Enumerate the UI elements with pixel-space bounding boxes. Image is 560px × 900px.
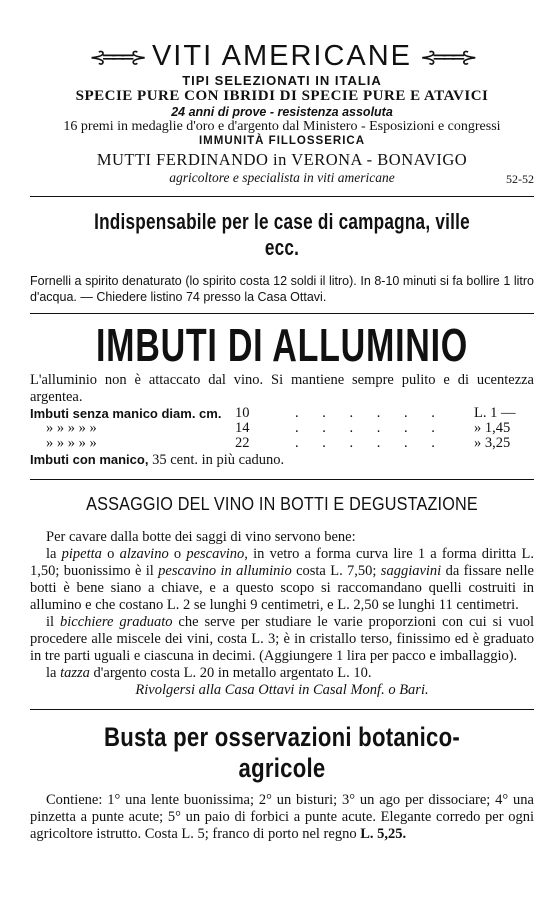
table-row — [30, 406, 534, 421]
imbuti-text: L'alluminio non è attaccato dal vino. Si mantiene sempre pulito e di ucentezza argentea. — [30, 372, 534, 405]
imbuti-price-table — [30, 406, 534, 469]
text-run: da fissare nelle botti è bene siano a chiave, e a questo scopo si raccomandano quelli costruiti in allumino e che costano L. 2 se lunghi 9 centimetri, e L. 2,50 se lunghi 11 centimetri. — [30, 563, 534, 613]
row-label: » » » » » — [46, 420, 97, 436]
row-dots: . . . . . . — [295, 405, 445, 421]
term-pipetta: pipetta — [61, 546, 102, 562]
term-pescavino: pescavino, — [186, 546, 248, 562]
term-alzavino: alzavino — [119, 546, 169, 562]
busta-ad — [30, 710, 534, 843]
term-tazza: tazza — [60, 665, 90, 681]
fornelli-ad — [30, 197, 534, 305]
imbuti-footer-rest: 35 cent. in più caduno. — [152, 452, 285, 468]
viti-ad-number: 52-52 — [506, 172, 534, 186]
text-run: o — [101, 546, 120, 562]
term-saggiavini: saggiavini — [380, 563, 442, 579]
fornelli-title: Indispensabile per le case di campagna, ville ecc. — [94, 209, 470, 260]
row-label: » » » » » — [46, 435, 97, 451]
viti-line-prove: 24 anni di prove - resistenza assoluta — [171, 105, 393, 119]
row-dots: . . . . . . — [295, 435, 445, 451]
viti-line-species: SPECIE PURE CON IBRIDI DI SPECIE PURE E ATAVICI — [75, 88, 489, 104]
right-ornament-icon: ⊰═══⊱ — [420, 44, 475, 69]
assaggio-rivolgersi — [30, 682, 534, 699]
row-price: L. 1 — — [474, 405, 516, 421]
text-run: o — [168, 546, 187, 562]
left-ornament-icon: ⊰═══⊱ — [89, 44, 144, 69]
assaggio-paragraph-bicchiere — [30, 614, 534, 665]
assaggio-paragraph-pipetta — [30, 546, 534, 614]
text-run: Contiene: 1° una lente buonissima; 2° un bisturi; 3° un ago per dissociare; 4° una pinzetta a punte acute; 5° un paio di forbici a punte acute. Elegante corredo per ogni agricoltore istrutto. Costa L. 5; franco di porto nel regno — [30, 792, 534, 842]
viti-title-row — [30, 40, 534, 73]
busta-title: Busta per osservazioni botanico-agricole — [103, 722, 461, 783]
assaggio-intro: Per cavare dalla botte dei saggi di vino servono bene: — [46, 529, 356, 545]
term-pescavino-alluminio: pescavino in alluminio — [158, 563, 292, 579]
imbuti-ad — [30, 314, 534, 469]
text-run: in vetro a forma curva lire 1 a forma diritta L. 1,50; buonissimo è il — [30, 546, 535, 579]
busta-text — [30, 792, 534, 843]
text-run: costa L. 7,50; — [291, 563, 381, 579]
row-size: 10 — [235, 405, 250, 421]
row-price: » 1,45 — [474, 420, 511, 436]
row-price: » 3,25 — [474, 435, 511, 451]
viti-americane-ad — [30, 40, 534, 186]
row-label: Imbuti senza manico diam. cm. — [30, 406, 222, 421]
viti-subtitle: TIPI SELEZIONATI IN ITALIA — [182, 73, 382, 88]
text-run: d'argento costa L. 20 in metallo argentato L. 10. — [89, 665, 372, 681]
row-size: 22 — [235, 435, 250, 451]
row-size: 14 — [235, 420, 250, 436]
assaggio-ad — [30, 480, 534, 699]
imbuti-footer — [30, 451, 534, 469]
rivolgersi-text: Rivolgersi alla Casa Ottavi in Casal Monf. o Bari. — [135, 682, 429, 698]
fornelli-text: Fornelli a spirito denaturato (lo spirito costa 12 soldi il litro). In 8-10 minuti si fa bollire 1 litro d'acqua. — Chiedere listino 74 presso la Casa Ottavi. — [30, 274, 534, 304]
viti-vendor-role-row — [30, 170, 534, 186]
viti-vendor-role: agricoltore e specialista in viti americane — [169, 170, 395, 185]
assaggio-title: ASSAGGIO DEL VINO IN BOTTI E DEGUSTAZIONE — [86, 494, 478, 514]
text-run: la — [46, 546, 62, 562]
term-bicchiere: bicchiere graduato — [59, 614, 173, 630]
text-run: che serve per studiare le varie proporzioni con cui si vuol procedere alle miscele dei vini, costa L. 3; è in cristallo terso, finissimo ed è graduato in tre parti uguali e ciascuna in decimi. (Aggiungere 1 lira per pacco e imballaggio). — [30, 614, 535, 664]
viti-vendor-name: MUTTI FERDINANDO in VERONA - BONAVIGO — [96, 150, 468, 169]
busta-price-bold: L. 5,25. — [360, 826, 407, 842]
table-row — [30, 421, 534, 436]
imbuti-footer-bold: Imbuti con manico, — [30, 452, 149, 467]
assaggio-paragraph-tazza — [30, 665, 534, 682]
viti-line-immunita: IMMUNITÀ FILLOSSERICA — [198, 135, 366, 147]
viti-line-premi: 16 premi in medaglie d'oro e d'argento dal Ministero - Esposizioni e congressi — [63, 119, 501, 134]
text-run: la — [46, 665, 61, 681]
row-dots: . . . . . . — [295, 420, 445, 436]
viti-title: VITI AMERICANE — [151, 40, 413, 72]
table-row — [30, 436, 534, 451]
text-run: il — [46, 614, 60, 630]
imbuti-title: IMBUTI DI ALLUMINIO — [95, 319, 469, 371]
